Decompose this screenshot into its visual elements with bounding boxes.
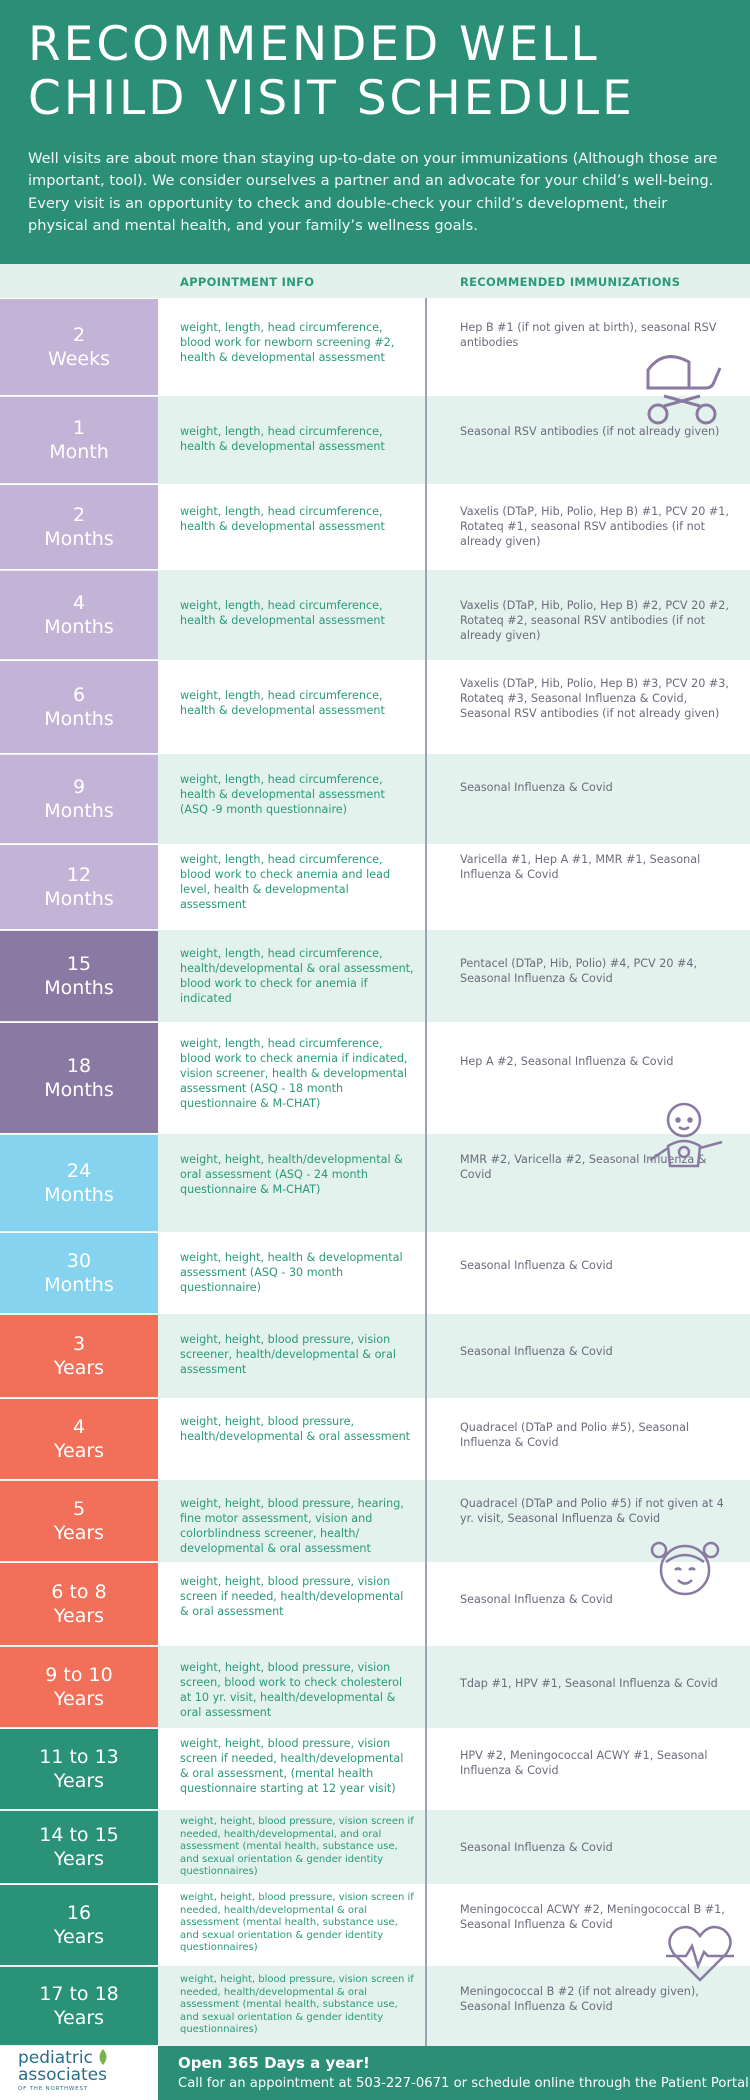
visit-row [0,1480,750,1562]
age-number: 1 [72,417,86,439]
appointment-info: weight, height, blood pressure, vision screener, health/developmental & oral assessment [180,1333,396,1376]
age-number: 15 [66,953,92,975]
appointment-info: weight, length, head circumference, health & developmental assessment (ASQ -9 month questionnaire) [180,773,385,816]
age-block [0,1967,158,2045]
age-number: 24 [66,1160,92,1182]
age-unit: Months [44,977,114,999]
recommended-immunizations: MMR #2, Varicella #2, Seasonal Influenza & Covid [460,1153,707,1181]
age-unit: Years [53,1688,105,1710]
age-unit: Months [44,1184,114,1206]
title-line-1: RECOMMENDED WELL [28,17,600,72]
appointment-info: weight, length, head circumference, health & developmental assessment [180,599,385,627]
age-unit: Months [44,1274,114,1296]
age-block [0,755,158,843]
age-block [0,571,158,659]
age-unit: Months [44,708,114,730]
logo-line-2: associates [18,2065,108,2085]
leaf-icon [96,2048,110,2066]
age-unit: Years [53,1440,105,1462]
recommended-immunizations: Quadracel (DTaP and Polio #5), Seasonal Influenza & Covid [460,1421,690,1449]
appointment-info: weight, length, head circumference, health & developmental assessment [180,689,385,717]
recommended-immunizations: Vaxelis (DTaP, Hib, Polio, Hep B) #2, PCV 20 #2, Rotateq #2, seasonal RSV antibodies (if not already given) [460,599,729,642]
age-unit: Weeks [48,348,110,370]
age-unit: Months [44,888,114,910]
age-number: 16 [66,1902,92,1924]
age-number: 4 [72,592,86,614]
stroller-icon [634,340,734,440]
logo-line-1: pediatric [18,2048,93,2068]
appointment-info: weight, height, blood pressure, vision screen if needed, health/developmental & oral assessment (mental health, substance use, and sexual orientation & gender identity questionnaires) [180,1892,414,1954]
footer [0,2046,750,2100]
age-unit: Months [44,1079,114,1101]
header-banner [0,0,750,264]
age-block [0,299,158,395]
visit-row [0,1810,750,1884]
age-number: 4 [72,1416,86,1438]
age-block [0,1233,158,1313]
intro-paragraph: Well visits are about more than staying up-to-date on your immunizations (Although those are important, tool). We consider ourselves a partner and an advocate for your child’s well-being. Every visit is an opportunity to check and double-check your child’s development, their physical and mental health, and your family’s wellness goals. [28,150,718,235]
appointment-info: weight, height, blood pressure, vision screen if needed, health/developmental, and oral assessment (mental health, substance use, and sexual orientation & gender identity questionnaires) [180,1816,414,1878]
appointment-info: weight, height, blood pressure, vision screen if needed, health/developmental & oral assessment, (mental health questionnaire starting at 12 year visit) [180,1737,404,1795]
age-unit: Years [53,1522,105,1544]
appointment-info: weight, height, blood pressure, vision screen if needed, health/developmental & oral assessment (mental health, substance use, and sexual orientation & gender identity questionnaires) [180,1974,414,2036]
visit-row [0,1398,750,1480]
age-number: 3 [72,1333,86,1355]
recommended-immunizations: HPV #2, Meningococcal ACWY #1, Seasonal Influenza & Covid [460,1749,708,1777]
page-title [28,18,722,126]
age-unit: Years [53,1357,105,1379]
age-unit: Month [49,441,109,463]
child-face-icon [644,1530,726,1606]
age-block [0,1481,158,1561]
age-number: 9 to 10 [45,1664,113,1686]
age-unit: Years [53,2007,105,2029]
visit-row [0,1314,750,1398]
appointment-info: weight, height, blood pressure, vision screen if needed, health/developmental & oral assessment [180,1575,404,1618]
age-block [0,661,158,753]
visit-row [0,484,750,570]
age-number: 14 to 15 [39,1824,119,1846]
age-block [0,845,158,929]
age-number: 18 [66,1055,92,1077]
recommended-immunizations: Seasonal Influenza & Covid [460,1593,613,1606]
age-unit: Years [53,1770,105,1792]
recommended-immunizations: Seasonal Influenza & Covid [460,1259,613,1272]
age-unit: Months [44,528,114,550]
age-number: 2 [72,324,86,346]
visit-row [0,1134,750,1232]
visit-row [0,1562,750,1646]
visit-row [0,1966,750,2046]
age-number: 5 [72,1498,86,1520]
recommended-immunizations: Varicella #1, Hep A #1, MMR #1, Seasonal Influenza & Covid [460,853,701,881]
age-block [0,485,158,569]
age-block [0,1885,158,1965]
appointment-info: weight, height, blood pressure, health/developmental & oral assessment [180,1415,411,1443]
recommended-immunizations: Vaxelis (DTaP, Hib, Polio, Hep B) #3, PCV 20 #3, Rotateq #3, Seasonal Influenza & Covid, Seasonal RSV antibodies (if not already given) [460,677,729,720]
recommended-immunizations: Pentacel (DTaP, Hib, Polio) #4, PCV 20 #4, Seasonal Influenza & Covid [460,957,698,985]
visit-row [0,570,750,660]
age-block [0,1729,158,1809]
visit-row [0,660,750,754]
age-number: 6 to 8 [51,1581,107,1603]
visit-row [0,1884,750,1966]
recommended-immunizations: Seasonal Influenza & Covid [460,781,613,794]
age-number: 11 to 13 [39,1746,119,1768]
baby-icon [642,1098,732,1178]
appointment-info: weight, length, head circumference, blood work for newborn screening #2, health & developmental assessment [180,321,395,364]
age-unit: Years [53,1926,105,1948]
visit-row [0,1728,750,1810]
age-block [0,1023,158,1133]
recommended-immunizations: Meningococcal B #2 (if not already given), Seasonal Influenza & Covid [460,1985,699,2013]
age-block [0,1811,158,1883]
age-block [0,1135,158,1231]
appointment-info: weight, height, blood pressure, hearing, fine motor assessment, vision and colorblindness screener, health/ developmental & oral assessment [180,1497,404,1555]
appointment-info: weight, height, health & developmental assessment (ASQ - 30 month questionnaire) [180,1251,403,1294]
age-unit: Years [53,1848,105,1870]
footer-cta-band [158,2046,750,2100]
age-block [0,1315,158,1397]
recommended-immunizations-header: RECOMMENDED IMMUNIZATIONS [460,275,681,289]
age-number: 30 [66,1250,92,1272]
recommended-immunizations: Tdap #1, HPV #1, Seasonal Influenza & Covid [460,1677,718,1690]
recommended-immunizations: Meningococcal ACWY #2, Meningococcal B #1, Seasonal Influenza & Covid [460,1903,725,1931]
appointment-info: weight, length, head circumference, blood work to check anemia if indicated, vision screener, health & developmental assessment (ASQ - 18 month questionnaire & M-CHAT) [180,1037,408,1110]
age-number: 6 [72,684,86,706]
appointment-info: weight, length, head circumference, health/developmental & oral assessment, blood work to check for anemia if indicated [180,947,414,1005]
age-block [0,1399,158,1479]
age-block [0,397,158,483]
footer-headline: Open 365 Days a year! [178,2054,370,2072]
recommended-immunizations: Vaxelis (DTaP, Hib, Polio, Hep B) #1, PCV 20 #1, Rotateq #1, seasonal RSV antibodies (if not already given) [460,505,729,548]
age-number: 2 [72,504,86,526]
visit-row [0,1646,750,1728]
visit-row [0,844,750,930]
recommended-immunizations: Hep A #2, Seasonal Influenza & Covid [460,1055,674,1068]
recommended-immunizations: Seasonal RSV antibodies (if not already given) [460,425,720,438]
visit-row [0,930,750,1022]
appointment-info: weight, height, blood pressure, vision screen, blood work to check cholesterol at 10 yr. visit, health/developmental & oral assessment [180,1661,403,1719]
column-headers [0,264,750,298]
appointment-info: weight, length, head circumference, health & developmental assessment [180,505,385,533]
column-divider [425,298,427,2046]
age-unit: Months [44,616,114,638]
age-block [0,931,158,1021]
recommended-immunizations: Seasonal Influenza & Covid [460,1841,613,1854]
appointment-info: weight, length, head circumference, health & developmental assessment [180,425,385,453]
appointment-info: weight, height, health/developmental & oral assessment (ASQ - 24 month questionnaire & M-CHAT) [180,1153,403,1196]
recommended-immunizations: Quadracel (DTaP and Polio #5) if not given at 4 yr. visit, Seasonal Influenza & Covid [460,1497,724,1525]
logo-line-3: OF THE NORTHWEST [18,2086,88,2092]
recommended-immunizations: Seasonal Influenza & Covid [460,1345,613,1358]
title-line-2: CHILD VISIT SCHEDULE [28,71,635,126]
visit-row [0,754,750,844]
visit-row [0,1022,750,1134]
age-unit: Months [44,800,114,822]
appointment-info-header: APPOINTMENT INFO [180,275,315,289]
age-number: 17 to 18 [39,1983,119,2005]
visit-row [0,1232,750,1314]
brand-logo [18,2050,148,2092]
heart-heartbeat-icon [664,1922,736,1986]
age-unit: Years [53,1605,105,1627]
age-number: 12 [66,864,92,886]
age-block [0,1647,158,1727]
age-block [0,1563,158,1645]
appointment-info: weight, length, head circumference, blood work to check anemia and lead level, health & developmental assessment [180,853,391,911]
recommended-immunizations: Hep B #1 (if not given at birth), seasonal RSV antibodies [460,321,717,349]
footer-call-to-action[interactable]: Call for an appointment at 503-227-0671 or schedule online through the Patient Portal [178,2076,749,2091]
age-number: 9 [72,776,86,798]
